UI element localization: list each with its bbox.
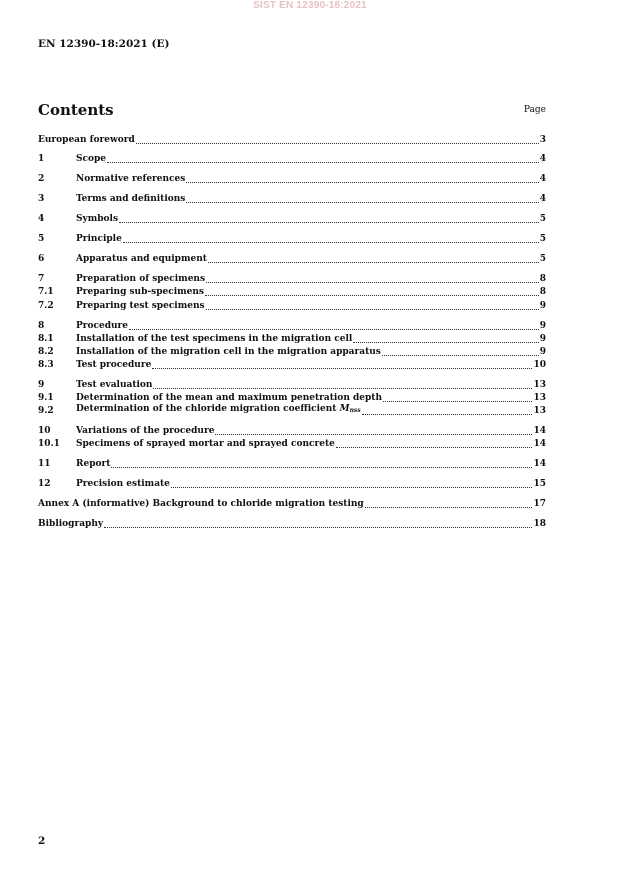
- toc-entry-title: Symbols: [76, 214, 119, 224]
- toc-dot-leader: [206, 282, 539, 283]
- toc-entry-title: Specimens of sprayed mortar and sprayed concrete: [76, 439, 335, 449]
- toc-dot-leader: [152, 368, 532, 369]
- page-number: 2: [38, 835, 46, 847]
- toc-entry-number: 8.1: [38, 334, 54, 344]
- toc-entry-number: 12: [38, 479, 51, 489]
- toc-entry[interactable]: [38, 300, 546, 312]
- toc-entry[interactable]: [38, 438, 546, 450]
- toc-entry-title: European foreword: [38, 135, 135, 145]
- toc-dot-leader: [107, 162, 539, 163]
- toc-entry[interactable]: [38, 359, 546, 371]
- toc-entry-number: 3: [38, 194, 45, 204]
- toc-dot-leader: [171, 487, 533, 488]
- toc-entry[interactable]: [38, 134, 546, 146]
- toc-entry[interactable]: [38, 333, 546, 345]
- toc-dot-leader: [206, 309, 539, 310]
- toc-entry-number: 2: [38, 174, 45, 184]
- toc-entry[interactable]: [38, 346, 546, 358]
- toc-entry[interactable]: [38, 405, 546, 417]
- toc-entry-title: Installation of the migration cell in the migration apparatus: [76, 347, 381, 357]
- toc-entry-number: 8.3: [38, 360, 54, 370]
- page-column-label: Page: [523, 105, 546, 115]
- toc-entry-title: Preparing sub-specimens: [76, 287, 204, 297]
- toc-entry[interactable]: [38, 233, 546, 245]
- toc-dot-leader: [186, 182, 538, 183]
- toc-entry-title: Test procedure: [76, 360, 152, 370]
- toc-entry-title: Terms and definitions: [76, 194, 186, 204]
- toc-entry[interactable]: [38, 425, 546, 437]
- toc-entry-page: 13: [533, 406, 546, 416]
- toc-entry-number: 9.1: [38, 393, 54, 403]
- toc-dot-leader: [186, 202, 538, 203]
- toc-entry[interactable]: [38, 273, 546, 285]
- toc-entry-page: 9: [539, 347, 546, 357]
- toc-entry-page: 9: [539, 321, 546, 331]
- toc-entry-title: Installation of the test specimens in the migration cell: [76, 334, 353, 344]
- toc-entry-title: Precision estimate: [76, 479, 170, 489]
- toc-dot-leader: [136, 143, 539, 144]
- toc-entry-number: 4: [38, 214, 45, 224]
- toc-entry-title: Principle: [76, 234, 122, 244]
- toc-entry-title: Annex A (informative) Background to chloride migration testing: [38, 499, 364, 509]
- toc-entry-symbol: $M_{nss}$: [339, 404, 361, 414]
- toc-entry-number: 8.2: [38, 347, 54, 357]
- toc-dot-leader: [353, 342, 538, 343]
- toc-entry-number: 10: [38, 426, 51, 436]
- toc-entry-page: 14: [533, 426, 546, 436]
- toc-entry-page: 13: [533, 393, 546, 403]
- toc-entry-page: 5: [539, 214, 546, 224]
- toc-dot-leader: [383, 401, 532, 402]
- toc-dot-leader: [153, 388, 532, 389]
- toc-dot-leader: [208, 262, 539, 263]
- toc-dot-leader: [382, 355, 539, 356]
- toc-entry-page: 18: [533, 519, 546, 529]
- toc-entry-page: 13: [533, 380, 546, 390]
- toc-dot-leader: [215, 434, 532, 435]
- toc-entry-page: 4: [539, 154, 546, 164]
- toc-entry-page: 9: [539, 301, 546, 311]
- toc-entry-symbol-subscript: nss: [349, 407, 361, 414]
- toc-entry-title: Preparing test specimens: [76, 301, 205, 311]
- toc-entry-page: 8: [539, 287, 546, 297]
- toc-entry-number: 1: [38, 154, 45, 164]
- toc-dot-leader: [119, 222, 539, 223]
- toc-entry[interactable]: [38, 320, 546, 332]
- toc-dot-leader: [123, 242, 539, 243]
- toc-entry[interactable]: [38, 478, 546, 490]
- toc-entry-title: Bibliography: [38, 519, 104, 529]
- toc-entry[interactable]: [38, 173, 546, 185]
- document-identifier: EN 12390-18:2021 (E): [38, 38, 170, 50]
- toc-entry-page: 3: [539, 135, 546, 145]
- toc-entry[interactable]: [38, 518, 546, 530]
- toc-entry-title: Normative references: [76, 174, 186, 184]
- toc-entry[interactable]: [38, 213, 546, 225]
- toc-entry[interactable]: [38, 458, 546, 470]
- toc-entry-number: 10.1: [38, 439, 60, 449]
- contents-heading: Contents: [38, 101, 114, 119]
- toc-entry-page: 14: [533, 439, 546, 449]
- toc-entry-page: 17: [533, 499, 546, 509]
- toc-entry-page: 9: [539, 334, 546, 344]
- toc-entry-page: 5: [539, 234, 546, 244]
- toc-dot-leader: [365, 507, 533, 508]
- toc-entry-number: 7.1: [38, 287, 54, 297]
- toc-entry[interactable]: [38, 253, 546, 265]
- toc-dot-leader: [336, 447, 533, 448]
- watermark: SIST EN 12390-18:2021: [253, 0, 367, 11]
- toc-entry-title: Report: [76, 459, 111, 469]
- toc-entry[interactable]: [38, 379, 546, 391]
- toc-entry-title: Preparation of specimens: [76, 274, 206, 284]
- toc-dot-leader: [205, 295, 539, 296]
- toc-entry-page: 14: [533, 459, 546, 469]
- toc-dot-leader: [129, 329, 539, 330]
- toc-entry-title: Scope: [76, 154, 107, 164]
- toc-entry-page: 8: [539, 274, 546, 284]
- toc-entry[interactable]: [38, 286, 546, 298]
- toc-entry[interactable]: [38, 193, 546, 205]
- toc-entry-title: Determination of the chloride migration coefficient $M_{nss}$: [76, 404, 361, 414]
- toc-entry[interactable]: [38, 153, 546, 165]
- toc-entry-number: 7: [38, 274, 45, 284]
- toc-entry-number: 7.2: [38, 301, 54, 311]
- toc-entry-page: 4: [539, 194, 546, 204]
- toc-entry-page: 5: [539, 254, 546, 264]
- toc-entry-number: 9.2: [38, 406, 54, 416]
- toc-dot-leader: [111, 467, 532, 468]
- toc-entry-page: 4: [539, 174, 546, 184]
- toc-entry-page: 10: [533, 360, 546, 370]
- toc-entry-title: Apparatus and equipment: [76, 254, 207, 264]
- toc-dot-leader: [362, 414, 533, 415]
- toc-entry-page: 15: [533, 479, 546, 489]
- toc-entry-number: 8: [38, 321, 45, 331]
- toc-entry-title: Procedure: [76, 321, 129, 331]
- toc-entry-number: 11: [38, 459, 51, 469]
- toc-entry-title: Variations of the procedure: [76, 426, 215, 436]
- toc-entry-number: 5: [38, 234, 45, 244]
- toc-entry[interactable]: [38, 498, 546, 510]
- toc-entry-title: Test evaluation: [76, 380, 153, 390]
- toc-entry-title: Determination of the mean and maximum penetration depth: [76, 393, 383, 403]
- toc-dot-leader: [104, 527, 532, 528]
- toc-entry-number: 9: [38, 380, 45, 390]
- toc-entry-number: 6: [38, 254, 45, 264]
